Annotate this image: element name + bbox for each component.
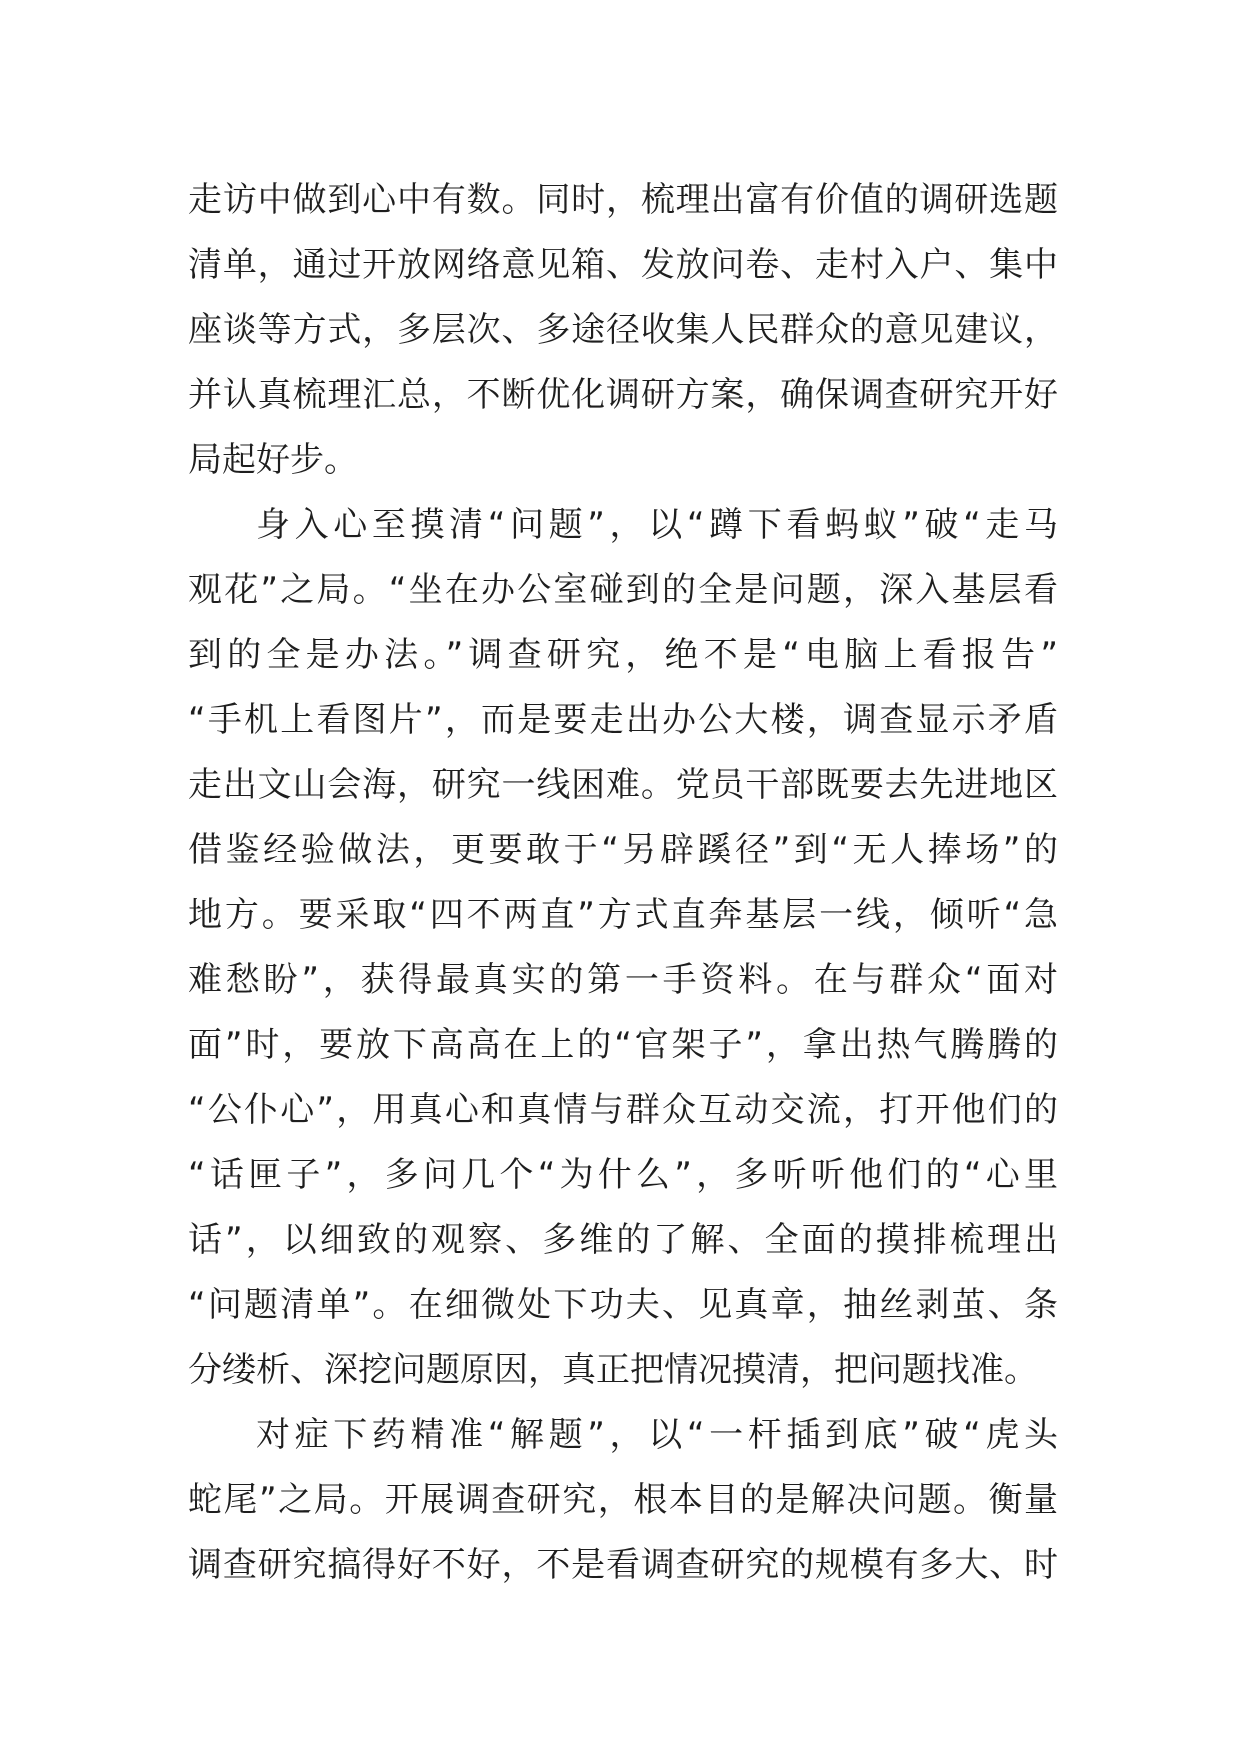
body-text: [188, 168, 1058, 1598]
text-line: 身入心至摸清“问题”，以“蹲下看蚂蚁”破“走马: [256, 505, 1058, 545]
text-line: 蛇尾”之局。开展调查研究，根本目的是解决问题。衡量: [188, 1480, 1058, 1520]
text-line: “手机上看图片”，而是要走出办公大楼，调查显示矛盾: [188, 700, 1058, 740]
text-line: 借鉴经验做法，更要敢于“另辟蹊径”到“无人捧场”的: [188, 830, 1058, 870]
text-line: 话”，以细致的观察、多维的了解、全面的摸排梳理出: [188, 1220, 1058, 1260]
text-line: 座谈等方式，多层次、多途径收集人民群众的意见建议，: [188, 310, 1058, 350]
text-line: 分缕析、深挖问题原因，真正把情况摸清，把问题找准。: [188, 1350, 1038, 1390]
text-line: “问题清单”。在细微处下功夫、见真章，抽丝剥茧、条: [188, 1285, 1058, 1325]
text-line: “话匣子”，多问几个“为什么”，多听听他们的“心里: [188, 1155, 1058, 1195]
text-line: 局起好步。: [188, 440, 358, 480]
text-line: 难愁盼”，获得最真实的第一手资料。在与群众“面对: [188, 960, 1058, 1000]
text-line: 并认真梳理汇总，不断优化调研方案，确保调查研究开好: [188, 375, 1058, 415]
text-line: 对症下药精准“解题”，以“一杆插到底”破“虎头: [256, 1415, 1058, 1455]
text-line: 走出文山会海，研究一线困难。党员干部既要去先进地区: [188, 765, 1058, 805]
text-line: “公仆心”，用真心和真情与群众互动交流，打开他们的: [188, 1090, 1058, 1130]
text-line: 地方。要采取“四不两直”方式直奔基层一线，倾听“急: [188, 895, 1058, 935]
text-line: 调查研究搞得好不好，不是看调查研究的规模有多大、时: [188, 1545, 1058, 1585]
text-line: 观花”之局。“坐在办公室碰到的全是问题，深入基层看: [188, 570, 1058, 610]
text-line: 走访中做到心中有数。同时，梳理出富有价值的调研选题: [188, 180, 1058, 220]
text-line: 清单，通过开放网络意见箱、发放问卷、走村入户、集中: [188, 245, 1058, 285]
text-line: 面”时，要放下高高在上的“官架子”，拿出热气腾腾的: [188, 1025, 1058, 1065]
text-line: 到的全是办法。”调查研究，绝不是“电脑上看报告”: [188, 635, 1058, 675]
